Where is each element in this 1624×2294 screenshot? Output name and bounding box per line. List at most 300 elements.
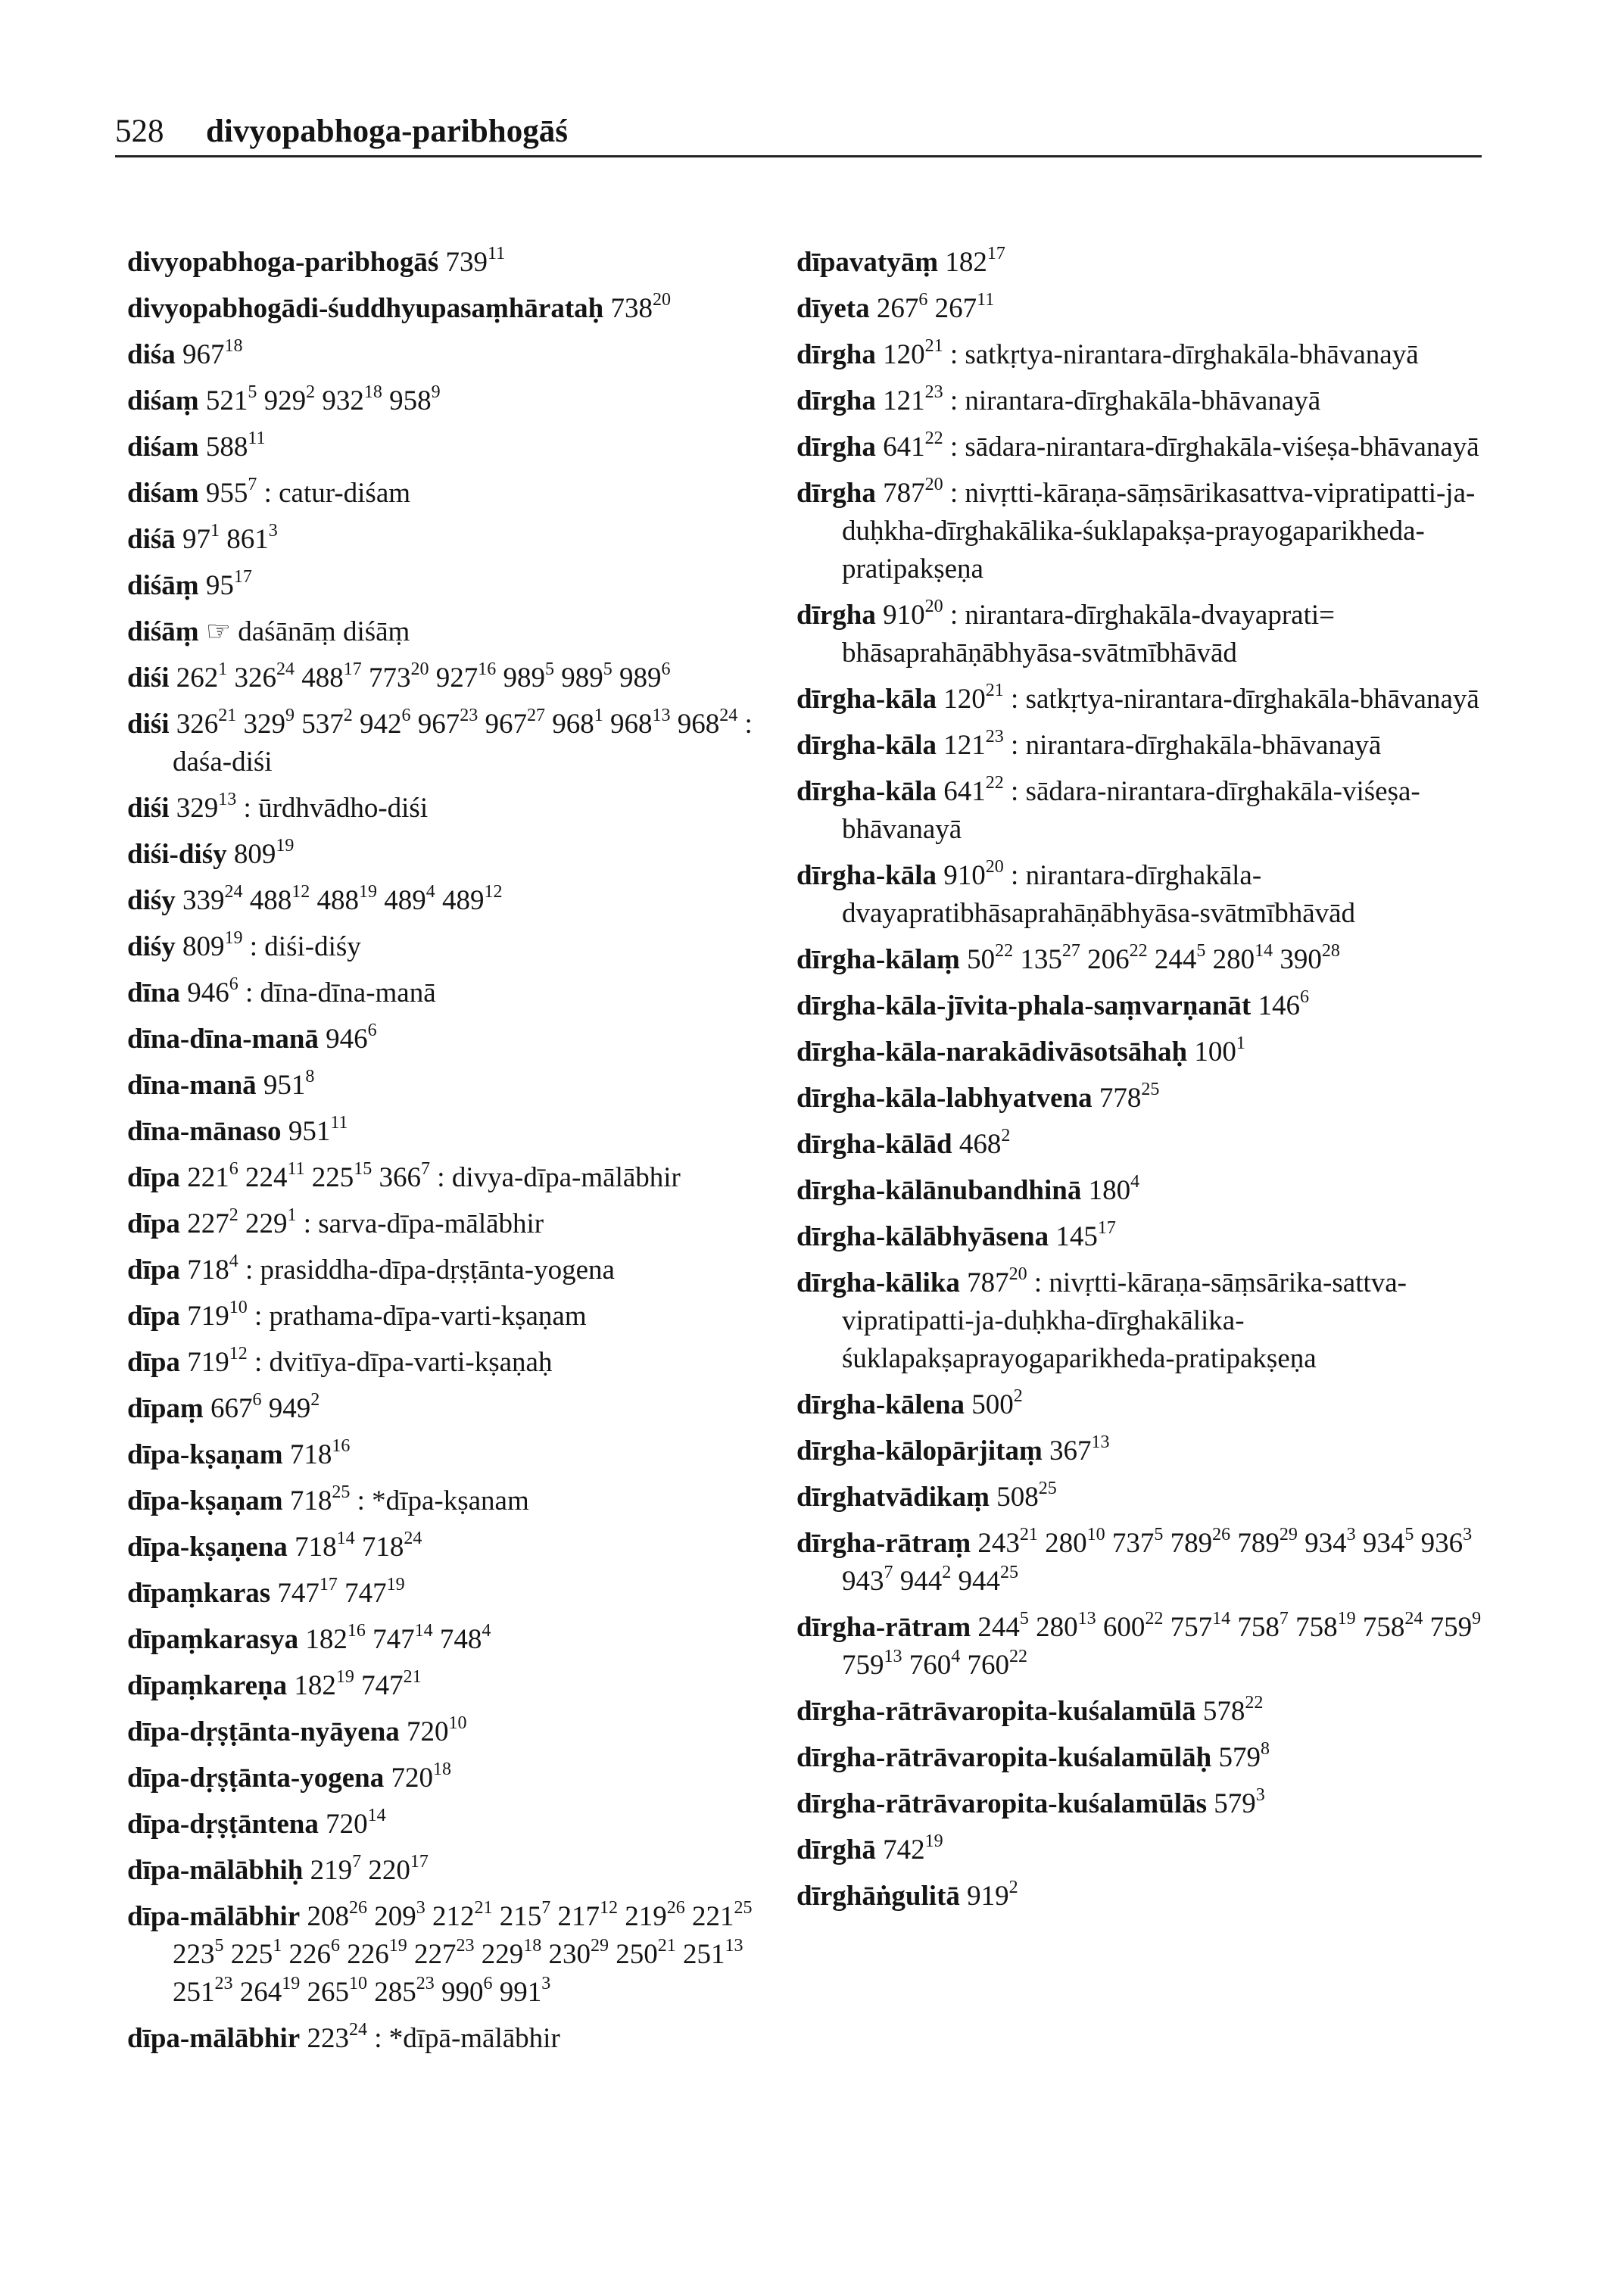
index-entry [127, 290, 809, 328]
page-reference [977, 1525, 1038, 1559]
index-entry [127, 1806, 809, 1844]
ref-page: 366 [379, 1162, 422, 1193]
index-entry [127, 244, 809, 282]
ref-page: 667 [210, 1393, 253, 1424]
ref-page: 251 [683, 1939, 725, 1970]
ref-page: 217 [557, 1901, 600, 1932]
index-entry [127, 336, 809, 374]
page-header [115, 112, 1482, 151]
ref-line: 25 [1038, 1479, 1057, 1498]
ref-line: 7 [421, 1159, 431, 1179]
page-reference [311, 1159, 372, 1193]
ref-line: 10 [448, 1713, 467, 1733]
ref-line: 12 [229, 1344, 248, 1364]
page-reference [316, 882, 378, 916]
headword: dīpa-kṣaṇena [127, 1532, 288, 1563]
ref-line: 24 [404, 1529, 422, 1548]
ref-line: 13 [884, 1647, 902, 1666]
ref-line: 19 [335, 1667, 354, 1687]
index-entry [796, 244, 1493, 282]
ref-line: 21 [474, 1898, 493, 1918]
headword: dīpa [127, 1255, 180, 1286]
ref-line: 13 [1077, 1609, 1096, 1629]
cross-reference: ☞ daśānāṃ diśāṃ [205, 616, 410, 647]
page-reference [625, 1898, 685, 1932]
ref-line: 5 [603, 659, 613, 679]
ref-line: 20 [1008, 1264, 1027, 1284]
page-reference [561, 659, 613, 693]
ref-page: 326 [176, 709, 219, 740]
cross-reference: : dīna-dīna-manā [245, 977, 436, 1008]
cross-reference: : divya-dīpa-mālābhir [437, 1162, 681, 1193]
ref-page: 280 [1045, 1528, 1087, 1559]
ref-line: 2 [942, 1563, 952, 1582]
index-entry [796, 1785, 1493, 1823]
ref-line: 17 [987, 244, 1005, 263]
page-reference [1049, 1432, 1110, 1466]
index-entry [796, 1479, 1493, 1516]
ref-line: 1 [1236, 1033, 1245, 1053]
ref-line: 1 [273, 1936, 282, 1956]
page-reference [909, 1647, 961, 1681]
index-entry [127, 1713, 809, 1751]
ref-line: 5 [248, 382, 257, 402]
page-reference [210, 1390, 262, 1424]
page-reference [1280, 941, 1340, 975]
ref-line: 19 [359, 882, 378, 902]
ref-page: 329 [176, 793, 219, 824]
ref-line: 22 [985, 773, 1004, 793]
ref-line: 17 [319, 1575, 338, 1594]
ref-page: 946 [326, 1024, 368, 1055]
ref-line: 4 [425, 882, 435, 902]
ref-page: 942 [360, 709, 402, 740]
ref-page: 989 [503, 662, 546, 693]
ref-page: 489 [384, 885, 426, 916]
index-entry [127, 1529, 809, 1566]
ref-line: 14 [336, 1529, 355, 1548]
ref-line: 21 [1019, 1525, 1038, 1544]
ref-line: 6 [661, 659, 671, 679]
index-entry [796, 1172, 1493, 1210]
ref-line: 12 [599, 1898, 618, 1918]
index-entry [796, 1080, 1493, 1117]
page-reference [1202, 1693, 1264, 1727]
page-reference [439, 1621, 491, 1655]
page-reference [1194, 1033, 1245, 1068]
headword: dīrgha [796, 478, 876, 509]
page-reference [967, 941, 1014, 975]
index-entry [127, 1251, 809, 1289]
ref-page: 180 [1088, 1175, 1131, 1206]
page-reference [176, 790, 237, 824]
ref-page: 250 [616, 1939, 658, 1970]
headword: dīrghatvādikaṃ [796, 1482, 990, 1513]
ref-page: 220 [368, 1855, 410, 1886]
page-reference [226, 521, 278, 555]
ref-line: 25 [734, 1898, 753, 1918]
page-reference [414, 1936, 475, 1970]
ref-page: 50 [967, 944, 996, 975]
ref-page: 738 [610, 293, 653, 324]
page-reference [361, 1667, 422, 1701]
page-reference [1045, 1525, 1105, 1559]
page-reference [310, 1852, 362, 1886]
index-entry [127, 1621, 809, 1659]
headword: dīrgha-kālād [796, 1129, 952, 1160]
ref-page: 521 [205, 385, 248, 416]
headword: dīrgha-kāla-jīvita-phala-saṃvarṇanāt [796, 990, 1252, 1021]
page-reference [435, 659, 497, 693]
index-entry [796, 1264, 1493, 1378]
page-reference [288, 1113, 348, 1147]
page-reference [691, 1898, 753, 1932]
ref-line: 13 [218, 790, 237, 809]
index-entry [796, 857, 1493, 933]
page-reference [432, 1898, 493, 1932]
ref-page: 787 [883, 478, 925, 509]
index-entry [127, 382, 809, 420]
ref-page: 227 [414, 1939, 457, 1970]
ref-line: 4 [229, 1251, 238, 1271]
ref-page: 949 [268, 1393, 311, 1424]
page-reference [182, 882, 243, 916]
index-entry [127, 974, 809, 1012]
ref-line: 18 [523, 1936, 542, 1956]
ref-page: 285 [374, 1977, 416, 2008]
page-reference [205, 567, 252, 601]
ref-line: 7 [1279, 1609, 1289, 1629]
ref-page: 219 [625, 1901, 667, 1932]
ref-page: 967 [417, 709, 460, 740]
ref-page: 719 [187, 1347, 229, 1378]
index-entry [796, 773, 1493, 849]
index-entry [796, 290, 1493, 328]
page-reference [360, 706, 411, 740]
ref-page: 946 [187, 977, 229, 1008]
headword: dīrgha-kālaṃ [796, 944, 960, 975]
headword: dīna-mānaso [127, 1116, 282, 1147]
ref-page: 951 [263, 1070, 306, 1101]
page-reference [263, 1067, 315, 1101]
ref-line: 11 [248, 429, 266, 448]
page-reference [344, 1575, 405, 1609]
ref-page: 390 [1280, 944, 1322, 975]
headword: diśam [127, 478, 199, 509]
page-reference [552, 706, 603, 740]
cross-reference: : sarva-dīpa-mālābhir [303, 1208, 544, 1239]
ref-page: 329 [243, 709, 286, 740]
ref-line: 16 [478, 659, 497, 679]
page-reference [249, 882, 310, 916]
ref-line: 23 [456, 1936, 475, 1956]
ref-line: 5 [1196, 941, 1206, 961]
ref-page: 739 [445, 247, 488, 278]
index-entry [127, 521, 809, 559]
ref-line: 20 [924, 475, 943, 494]
ref-line: 3 [1463, 1525, 1473, 1544]
cross-reference: : diśi-diśy [249, 931, 361, 962]
ref-page: 225 [311, 1162, 354, 1193]
index-entry [796, 1609, 1493, 1685]
ref-line: 21 [218, 706, 237, 725]
headword: dīpa [127, 1162, 180, 1193]
index-entry [127, 659, 809, 697]
ref-line: 6 [401, 706, 411, 725]
ref-page: 209 [374, 1901, 416, 1932]
ref-page: 989 [619, 662, 662, 693]
page-reference [182, 521, 220, 555]
headword: dīrgha-kālābhyāsena [796, 1221, 1049, 1252]
page-reference [971, 1386, 1023, 1420]
ref-line: 17 [343, 659, 362, 679]
ref-page: 757 [1170, 1612, 1213, 1643]
page-reference [289, 1482, 351, 1516]
cross-reference: : *dīpā-mālābhir [374, 2023, 560, 2054]
ref-line: 10 [229, 1298, 248, 1317]
headword: dīna-manā [127, 1070, 257, 1101]
ref-page: 760 [909, 1650, 952, 1681]
ref-page: 760 [967, 1650, 1009, 1681]
page-reference [289, 1436, 351, 1470]
ref-page: 951 [288, 1116, 331, 1147]
ref-page: 720 [326, 1809, 368, 1840]
ref-line: 20 [653, 290, 672, 310]
page-reference [372, 1621, 433, 1655]
index-entry [127, 1344, 809, 1382]
cross-reference: : daśa-diśi [173, 709, 753, 778]
ref-page: 934 [1362, 1528, 1405, 1559]
index-entry [796, 941, 1493, 979]
headword: dīrgha-kāla [796, 730, 937, 761]
ref-line: 11 [488, 244, 506, 263]
ref-page: 929 [263, 385, 307, 416]
page-reference [958, 1563, 1019, 1597]
headword: divyopabhogādi-śuddhyupasaṃhārataḥ [127, 293, 604, 324]
ref-page: 95 [205, 570, 234, 601]
ref-line: 18 [224, 336, 243, 356]
page-reference [557, 1898, 618, 1932]
ref-page: 182 [294, 1670, 336, 1701]
headword: dīna [127, 977, 180, 1008]
ref-page: 968 [552, 709, 594, 740]
index-entry [796, 475, 1493, 588]
ref-page: 910 [943, 860, 986, 891]
ref-line: 6 [331, 1936, 340, 1956]
ref-line: 6 [252, 1390, 262, 1410]
index-entry [127, 1021, 809, 1058]
headword: dīrgha-kālopārjitaṃ [796, 1435, 1043, 1466]
page-reference [619, 659, 671, 693]
ref-line: 23 [214, 1974, 233, 1993]
headword: diśy [127, 885, 176, 916]
headword: dīyeta [796, 293, 870, 324]
ref-page: 748 [439, 1624, 482, 1655]
ref-page: 641 [943, 776, 986, 807]
ref-line: 2 [310, 1390, 320, 1410]
headword: dīpa-dṛṣṭānta-nyāyena [127, 1716, 400, 1747]
ref-line: 1 [218, 659, 228, 679]
page-reference [384, 882, 435, 916]
page-reference [1258, 987, 1310, 1021]
ref-page: 488 [316, 885, 360, 916]
page-reference [205, 429, 266, 463]
ref-page: 737 [1111, 1528, 1155, 1559]
headword: dīrgha-rātrāvaropita-kuśalamūlā [796, 1696, 1196, 1727]
headword: diśaṃ [127, 385, 199, 416]
ref-page: 927 [435, 662, 478, 693]
index-entry [127, 706, 809, 781]
ref-line: 3 [1346, 1525, 1356, 1544]
ref-line: 27 [1061, 941, 1080, 961]
ref-page: 641 [883, 432, 925, 463]
headword: diśi [127, 662, 170, 693]
page-reference [996, 1479, 1057, 1513]
ref-page: 206 [1087, 944, 1130, 975]
index-entry [796, 1126, 1493, 1164]
ref-line: 22 [995, 941, 1014, 961]
headword: diśi [127, 709, 170, 740]
headword: dīrgha [796, 432, 876, 463]
ref-line: 24 [276, 659, 295, 679]
ref-page: 936 [1420, 1528, 1463, 1559]
ref-line: 9 [285, 706, 295, 725]
page-reference [683, 1936, 743, 1970]
ref-line: 1 [210, 521, 220, 541]
ref-line: 14 [414, 1621, 433, 1641]
headword: dīrgha [796, 339, 876, 370]
page-reference [1099, 1080, 1160, 1114]
ref-line: 11 [330, 1113, 348, 1133]
index-entry [127, 1113, 809, 1151]
page-reference [1362, 1525, 1414, 1559]
page-reference [305, 1621, 366, 1655]
ref-page: 367 [1049, 1435, 1092, 1466]
ref-page: 488 [249, 885, 292, 916]
ref-page: 488 [301, 662, 344, 693]
ref-page: 773 [369, 662, 411, 693]
ref-line: 19 [1337, 1609, 1356, 1629]
ref-page: 468 [959, 1129, 1002, 1160]
cross-reference: : *dīpa-kṣanam [357, 1485, 529, 1516]
ref-page: 944 [899, 1566, 943, 1597]
ref-line: 26 [1212, 1525, 1231, 1544]
ref-page: 212 [432, 1901, 475, 1932]
headword: dīrgha-kāla-narakādivāsotsāhaḥ [796, 1036, 1188, 1068]
headword: dīpa-mālābhir [127, 2023, 301, 2054]
ref-page: 944 [958, 1566, 1000, 1597]
ref-line: 17 [410, 1852, 429, 1872]
page-reference [481, 1936, 542, 1970]
index-entry [127, 928, 809, 966]
page-reference [307, 1974, 368, 2008]
ref-page: 718 [295, 1532, 337, 1563]
page-reference [263, 382, 316, 416]
ref-page: 225 [230, 1939, 273, 1970]
ref-line: 23 [460, 706, 478, 725]
headword: dīpa-kṣaṇam [127, 1439, 283, 1470]
page-reference [1429, 1609, 1482, 1643]
ref-page: 326 [234, 662, 277, 693]
ref-line: 8 [1260, 1739, 1270, 1759]
page-reference [368, 1852, 429, 1886]
ref-page: 182 [945, 247, 987, 278]
ref-page: 208 [307, 1901, 349, 1932]
ref-page: 600 [1102, 1612, 1146, 1643]
page-reference [1212, 941, 1273, 975]
headword: diśy [127, 931, 176, 962]
headword: dīrghā [796, 1834, 876, 1865]
ref-line: 24 [348, 2020, 367, 2040]
ref-page: 578 [1202, 1696, 1245, 1727]
ref-line: 7 [884, 1563, 893, 1582]
ref-page: 718 [289, 1485, 332, 1516]
page-number: 528 [115, 114, 164, 149]
ref-line: 21 [924, 336, 943, 356]
ref-page: 223 [173, 1939, 215, 1970]
ref-page: 221 [187, 1162, 229, 1193]
ref-page: 718 [361, 1532, 404, 1563]
page-reference [173, 1936, 224, 1970]
ref-page: 229 [481, 1939, 524, 1970]
ref-line: 7 [248, 475, 257, 494]
index-entry [796, 597, 1493, 672]
ref-page: 778 [1099, 1083, 1142, 1114]
index-entry [127, 1298, 809, 1336]
page-reference [245, 1205, 297, 1239]
headword: dīpa-kṣaṇam [127, 1485, 283, 1516]
ref-line: 25 [1141, 1080, 1160, 1099]
ref-line: 13 [1091, 1432, 1110, 1452]
ref-line: 7 [352, 1852, 362, 1872]
page-reference [417, 706, 478, 740]
ref-page: 991 [499, 1977, 542, 2008]
ref-page: 244 [977, 1612, 1020, 1643]
ref-line: 22 [1245, 1693, 1264, 1713]
index-entry [796, 429, 1493, 466]
ref-line: 13 [652, 706, 671, 725]
page-reference [230, 1936, 282, 1970]
ref-line: 5 [214, 1936, 224, 1956]
ref-page: 219 [310, 1855, 353, 1886]
page-reference [943, 773, 1004, 807]
ref-line: 26 [666, 1898, 685, 1918]
ref-page: 215 [499, 1901, 542, 1932]
headword: divyopabhoga-paribhogāś [127, 247, 439, 278]
ref-line: 24 [224, 882, 243, 902]
page-reference [205, 475, 257, 509]
index-entry [127, 1759, 809, 1797]
ref-line: 21 [657, 1936, 676, 1956]
index-entry [127, 836, 809, 874]
page-reference [374, 1898, 425, 1932]
ref-page: 135 [1020, 944, 1062, 975]
ref-line: 6 [229, 974, 238, 994]
ref-line: 29 [591, 1936, 609, 1956]
page-reference [307, 1898, 367, 1932]
index-entry [127, 613, 809, 651]
ref-page: 720 [407, 1716, 449, 1747]
page-reference [499, 1898, 551, 1932]
ref-page: 789 [1237, 1528, 1280, 1559]
ref-page: 758 [1295, 1612, 1338, 1643]
ref-line: 3 [541, 1974, 551, 1993]
page-reference [239, 1974, 301, 2008]
ref-page: 789 [1170, 1528, 1213, 1559]
headword: diśam [127, 432, 199, 463]
page-reference [234, 659, 295, 693]
ref-page: 719 [187, 1301, 229, 1332]
